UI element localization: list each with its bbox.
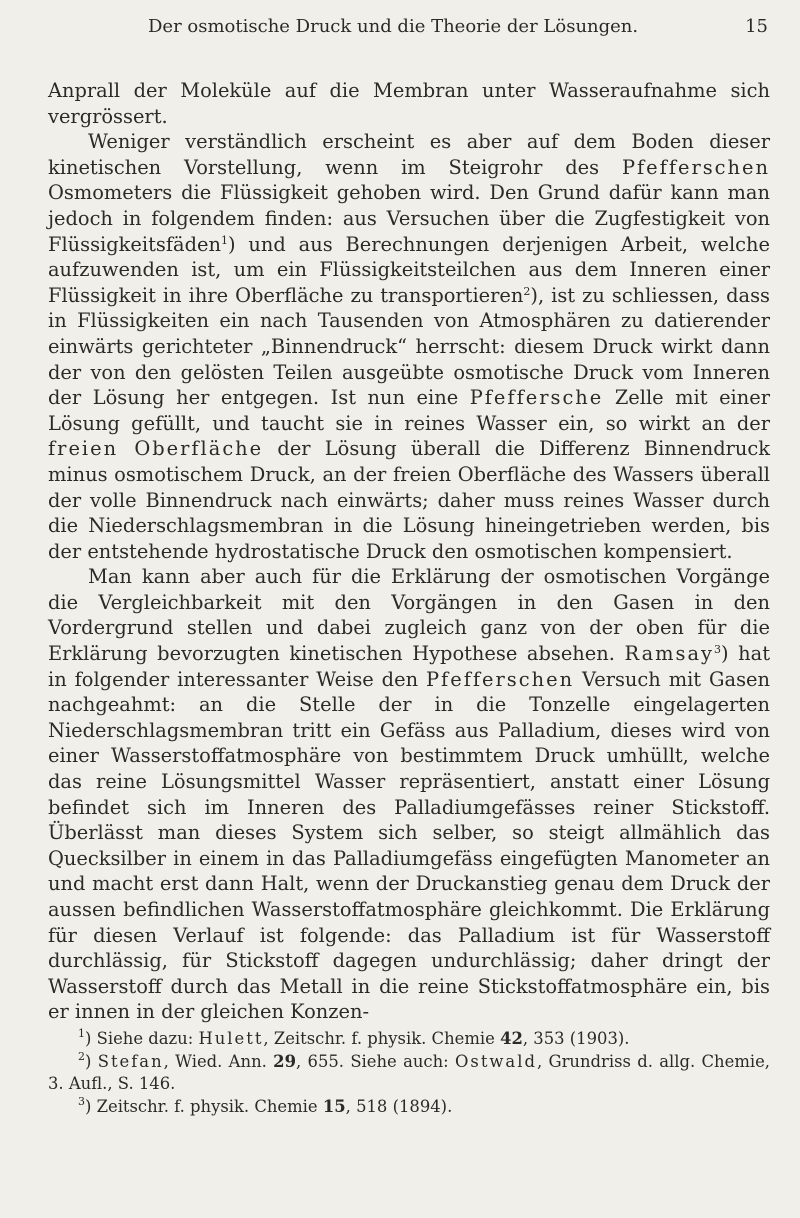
text-run: ) Zeitschr. f. physik. Chemie xyxy=(85,1096,323,1116)
footnote-2 xyxy=(48,1051,770,1096)
footnote-ref-1: 1 xyxy=(220,233,228,247)
footnote-mark: 1 xyxy=(78,1027,85,1040)
volume-number: 15 xyxy=(322,1096,346,1116)
paragraph-1 xyxy=(48,78,770,129)
text-run: Man kann aber auch für die Erklärung der osmotischen Vorgänge die Vergleichbarkeit mit den Vorgängen in den Gasen in den Vordergrund stellen und dabei zugleich ganz von der oben für die Erklärung bevorzugten kinetischen Hypothese absehen. xyxy=(48,565,770,666)
main-text xyxy=(48,78,770,1025)
text-run: , 518 (1894). xyxy=(345,1096,453,1116)
page-number: 15 xyxy=(745,16,768,37)
name-pfeffer: Pfefferschen xyxy=(426,667,575,691)
footnotes xyxy=(48,1028,770,1118)
footnote-1 xyxy=(48,1028,770,1051)
text-run: Weniger verständlich erscheint es aber auf dem Boden dieser kinetischen Vorstellung, wenn im Steigrohr des xyxy=(48,130,770,179)
text-run: , Wied. Ann. xyxy=(163,1051,274,1071)
footnote-ref-3: 3 xyxy=(714,643,721,657)
paragraph-3 xyxy=(48,564,770,1025)
text-run: Zelle mit einer Lösung gefüllt, und taucht sie in reines Wasser ein, so wirkt an der xyxy=(48,386,770,435)
running-header xyxy=(48,16,768,40)
text-run: ) xyxy=(85,1051,98,1071)
text-run: Osmometers die Flüssigkeit gehoben wird. Den Grund dafür kann man jedoch in folgendem finden: aus Versuchen über die Zugfestigkeit von Flüssigkeitsfäden xyxy=(48,181,770,256)
footnote-mark: 2 xyxy=(78,1049,85,1063)
name-pfeffer: Pfefferschen xyxy=(621,155,770,179)
text-run: , 353 (1903). xyxy=(522,1029,630,1048)
text-run: , Zeitschr. f. physik. Chemie xyxy=(263,1029,501,1048)
text-run: , Grundriss d. allg. Chemie, 3. Aufl., S. 146. xyxy=(48,1051,771,1093)
author-ostwald: Ostwald xyxy=(454,1051,537,1071)
paragraph-2 xyxy=(48,129,770,564)
footnote-3 xyxy=(48,1096,770,1119)
text-run: ) hat in folgender interessanter Weise den xyxy=(48,642,770,691)
text-run: der Lösung überall die Differenz Binnendruck minus osmotischem Druck, an der freien Oberfläche des Wassers überall der volle Binnendruck nach einwärts; daher muss reines Wasser durch die Niederschlagsmembran in die Lösung hineingetrieben werden, bis der entstehende hydrostatische Druck den osmotischen kompensiert. xyxy=(48,437,770,563)
text-run: ) Siehe dazu: xyxy=(85,1029,199,1048)
volume-number: 42 xyxy=(500,1029,523,1048)
paragraph-1-text: Anprall der Moleküle auf die Membran unter Wasseraufnahme sich vergrössert. xyxy=(48,79,770,128)
name-ramsay: Ramsay xyxy=(624,642,714,666)
name-pfeffer: Pfeffersche xyxy=(469,386,604,410)
text-run: ) und aus Berechnungen derjenigen Arbeit, welche aufzuwenden ist, um ein Flüssigkeitsteilchen aus dem Inneren einer Flüssigkeit in ihre Oberfläche zu transportieren xyxy=(48,232,770,307)
text-run: , 655. Siehe auch: xyxy=(295,1051,455,1071)
text-run: ), ist zu schliessen, dass in Flüssigkeiten ein nach Tausenden von Atmosphären zu datierender einwärts gerichteter „Binnendruck“ herrscht: diesem Druck wirkt dann der von den gelösten Teilen ausgeübte osmotische Druck vom Inneren der Lösung her entgegen. Ist nun eine xyxy=(48,283,770,410)
text-run: Versuch mit Gasen nachgeahmt: an die Stelle der in die Tonzelle eingelagerten Niederschlagsmembran tritt ein Gefäss aus Palladium, dieses wird von einer Wasserstoffatmosphäre von bestimmtem Druck umhüllt, welche das reine Lösungsmittel Wasser repräsentiert, anstatt einer Lösung befindet sich im Inneren des Palladiumgefässes reiner Stickstoff. Überlässt man dieses System sich selber, so steigt allmählich das Quecksilber in einem in das Palladiumgefäss eingefügten Manometer an und macht erst dann Halt, wenn der Druckanstieg genau dem Druck der aussen befindlichen Wasserstoffatmosphäre gleichkommt. Die Erklärung für diesen Verlauf ist folgende: das Palladium ist für Wasserstoff durchlässig, für Stickstoff dagegen undurchlässig; daher dringt der Wasserstoff durch das Metall in die reine Stickstoffatmosphäre ein, bis er innen in der gleichen Konzen- xyxy=(48,667,770,1024)
running-title: Der osmotische Druck und die Theorie der Lösungen. xyxy=(148,16,639,37)
author-hulett: Hulett xyxy=(198,1029,264,1048)
footnote-mark: 3 xyxy=(78,1094,85,1108)
volume-number: 29 xyxy=(273,1051,296,1071)
emphasis-freien-oberflaeche: freien Oberfläche xyxy=(48,437,264,461)
author-stefan: Stefan xyxy=(97,1051,164,1071)
footnote-ref-2: 2 xyxy=(523,284,531,298)
